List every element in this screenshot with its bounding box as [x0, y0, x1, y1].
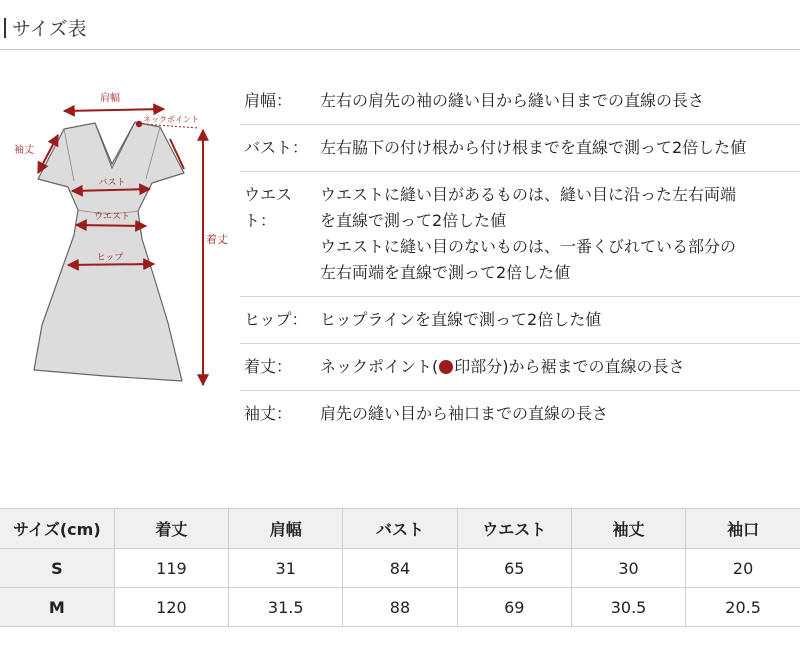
table-header-row [0, 509, 800, 549]
table-cell: 65 [457, 549, 571, 588]
table-cell: 30.5 [571, 588, 685, 627]
column-header: バスト [343, 509, 457, 549]
definition-sleeve [240, 391, 800, 437]
waist-label: ウエスト [93, 212, 131, 222]
definition-term: 袖丈： [244, 404, 293, 423]
definition-bust [240, 125, 800, 172]
definition-hip [240, 297, 800, 344]
column-header: 袖口 [686, 509, 800, 549]
neck-point-label: ネックポイント [143, 115, 199, 124]
shoulder-arrow [64, 109, 164, 111]
definition-term: ヒップ： [244, 310, 308, 329]
size-cell: M [0, 588, 114, 627]
hip-arrow [68, 264, 154, 265]
table-cell: 30 [571, 549, 685, 588]
column-header: 着丈 [114, 509, 228, 549]
shoulder-label: 肩幅 [100, 93, 120, 104]
length-label: 着丈 [206, 233, 228, 246]
neck-point-marker-icon [439, 360, 453, 374]
definition-shoulder [240, 78, 800, 125]
definition-length [240, 344, 800, 391]
definition-text: 肩先の縫い目から袖口までの直線の長さ [320, 404, 609, 423]
definition-term: バスト： [244, 138, 309, 157]
sleeve-label: 袖丈 [14, 145, 34, 156]
size-cell: S [0, 549, 114, 588]
definition-term: ウエスト： [244, 185, 293, 230]
table-cell: 119 [114, 549, 228, 588]
definition-text: ヒップラインを直線で測って2倍した値 [320, 310, 602, 329]
table-row [0, 588, 800, 627]
title-bar-accent [4, 18, 6, 38]
table-cell: 31.5 [229, 588, 343, 627]
column-header: サイズ(cm) [0, 509, 114, 549]
size-table [0, 508, 800, 627]
neck-point-dot [136, 121, 142, 127]
page-title: サイズ表 [12, 18, 87, 40]
measurement-definitions [240, 78, 800, 437]
table-cell: 84 [343, 549, 457, 588]
definition-text: ネックポイント( 印部分)から裾までの直線の長さ [320, 357, 685, 376]
definition-text: ウエストに縫い目があるものは、縫い目に沿った左右両端 を直線で測って2倍した値 ウエストに縫い目のないものは、一番くびれている部分の 左右両端を直線で測って2倍した値 [320, 185, 737, 282]
table-row [0, 549, 800, 588]
bust-label: バスト [98, 178, 126, 188]
definition-text: 左右脇下の付け根から付け根までを直線で測って2倍した値 [320, 138, 747, 157]
table-cell: 31 [229, 549, 343, 588]
definition-term: 肩幅： [244, 91, 293, 110]
table-cell: 120 [114, 588, 228, 627]
definition-waist [240, 172, 800, 297]
table-cell: 20.5 [686, 588, 800, 627]
dress-diagram [0, 85, 230, 405]
waist-arrow [76, 225, 146, 226]
column-header: ウエスト [457, 509, 571, 549]
table-cell: 69 [457, 588, 571, 627]
column-header: 肩幅 [229, 509, 343, 549]
page-header [0, 0, 800, 50]
column-header: 袖丈 [571, 509, 685, 549]
definition-term: 着丈： [244, 357, 293, 376]
definition-text: 左右の肩先の袖の縫い目から縫い目までの直線の長さ [320, 91, 705, 110]
table-cell: 20 [686, 549, 800, 588]
table-cell: 88 [343, 588, 457, 627]
hip-label: ヒップ [96, 253, 124, 263]
